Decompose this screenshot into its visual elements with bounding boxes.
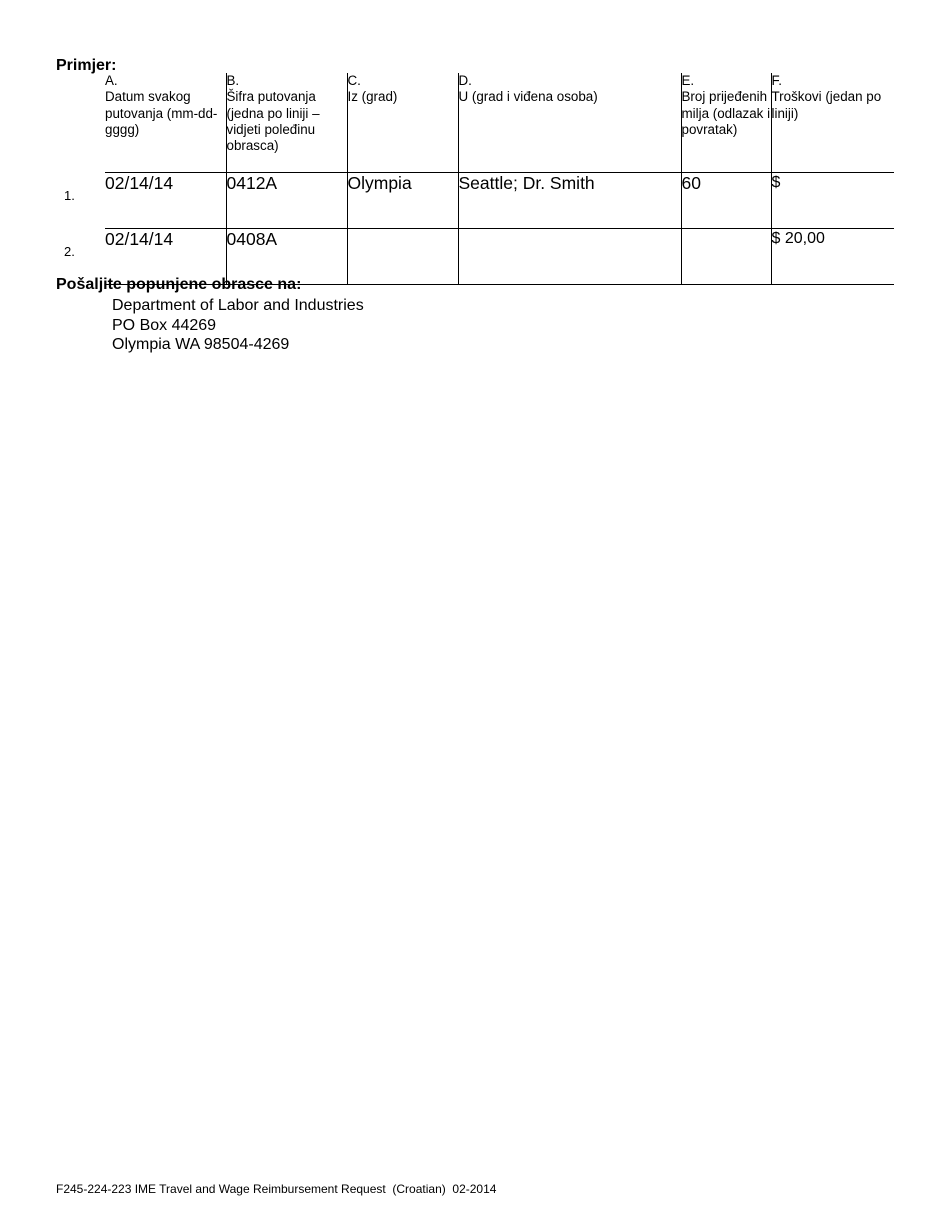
cell-trip-code [226,173,347,229]
cell-value: 02/14/14 [105,173,174,193]
address-line: Department of Labor and Industries [112,297,364,314]
cell-value: 60 [681,173,701,193]
column-letter: F. [771,73,782,88]
cell-expenses [771,173,894,229]
column-label: U (grad i viđena osoba) [458,89,598,105]
cell-to [458,173,681,229]
column-header-f [771,73,894,173]
cell-from [347,229,458,285]
column-label: Troškovi (jedan po liniji) [771,89,882,121]
column-header-d [458,73,681,173]
footer-text: F245-224-223 IME Travel and Wage Reimbursement Request (Croatian) 02-2014 [56,1182,497,1196]
cell-miles [681,229,771,285]
mailing-address [112,296,364,355]
row-number: 2. [64,243,75,259]
column-label: Šifra putovanja (jedna po liniji – vidjeti poleđinu obrasca) [226,89,320,154]
row-number-header [56,73,105,173]
cell-value: 0408A [226,229,278,249]
cell-value: $ 20,00 [771,230,825,247]
address-line: Olympia WA 98504-4269 [112,336,290,353]
cell-date [105,173,226,229]
column-label: Datum svakog putovanja (mm-dd-gggg) [105,89,218,137]
cell-value [459,229,681,230]
column-header-b [226,73,347,173]
cell-expenses [771,229,894,285]
example-title: Primjer: [56,57,117,74]
column-letter: B. [226,73,240,88]
cell-value: 0412A [226,173,278,193]
cell-value [348,229,458,230]
column-letter: A. [105,73,118,88]
cell-value: 02/14/14 [105,229,174,249]
table-row [56,173,894,229]
cell-value [682,229,771,230]
cell-from [347,173,458,229]
column-header-a [105,73,226,173]
column-letter: D. [458,73,472,88]
table-header-row [56,73,894,173]
column-label: Broj prijeđenih milja (odlazak i povratak) [681,89,771,137]
form-footer [56,1182,496,1196]
column-letter: E. [681,73,695,88]
cell-value: $ [771,174,781,191]
cell-to [458,229,681,285]
row-number: 1. [64,187,75,203]
send-forms-title: Pošaljite popunjene obrasce na: [56,276,302,293]
column-header-e [681,73,771,173]
cell-miles [681,173,771,229]
column-header-c [347,73,458,173]
column-label: Iz (grad) [347,89,398,105]
cell-value: Seattle; Dr. Smith [458,173,595,193]
column-letter: C. [347,73,361,88]
example-table [56,73,894,285]
cell-value: Olympia [347,173,412,193]
address-line: PO Box 44269 [112,316,217,334]
